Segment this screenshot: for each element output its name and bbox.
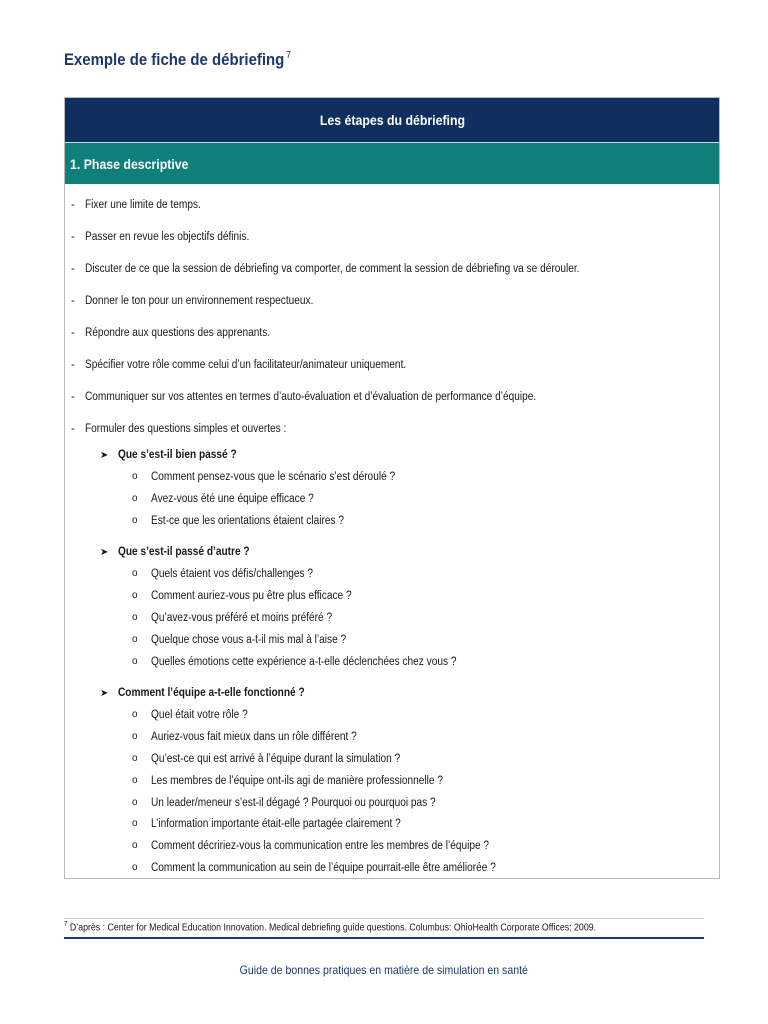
circle-bullet-icon: o [132,709,138,721]
page-title [64,50,291,70]
question-item [65,709,719,731]
question-item [65,731,719,753]
list-item-text: Fixer une limite de temps. [85,199,201,211]
page-footer [0,963,768,977]
list-item [65,391,719,423]
circle-bullet-icon: o [132,731,138,743]
list-item [65,423,719,449]
question-item-text: L’information importante était-elle partagée clairement ? [151,818,401,831]
circle-bullet-icon: o [132,840,138,852]
section-header [65,143,719,184]
table-header-text: Les étapes du débriefing [319,112,465,128]
question-item-text: Quel était votre rôle ? [151,709,248,722]
question-item-text: Qu’avez-vous préféré et moins préféré ? [151,611,333,624]
question-group-heading-text: Que s’est-il bien passé ? [118,449,237,461]
question-item-text: Comment la communication au sein de l’équipe pourrait-elle être améliorée ? [151,861,496,874]
question-item [65,612,719,634]
circle-bullet-icon: o [132,568,138,580]
circle-bullet-icon: o [132,655,138,667]
question-item-text: Qu’est-ce qui est arrivé à l’équipe durant la simulation ? [151,752,401,765]
list-item [65,327,719,359]
question-item-text: Comment auriez-vous pu être plus efficace ? [151,590,352,603]
dash-bullet: - [71,199,75,211]
dash-bullet: - [71,295,75,307]
group-spacer [65,536,719,546]
list-item-text: Communiquer sur vos attentes en termes d’auto-évaluation et d’évaluation de performance d’équipe. [85,391,537,403]
question-group-heading [65,546,719,568]
question-group-heading-text: Que s’est-il passé d’autre ? [118,546,250,559]
question-item-text: Comment décririez-vous la communication entre les membres de l’équipe ? [151,840,490,853]
footer-divider [64,937,704,939]
arrow-bullet-icon: ➤ [100,450,109,461]
question-item [65,568,719,590]
section-header-text: 1. Phase descriptive [70,155,189,172]
circle-bullet-icon: o [132,471,138,482]
title-footnote-marker: 7 [286,50,291,62]
question-item-text: Auriez-vous fait mieux dans un rôle différent ? [151,731,357,744]
arrow-bullet-icon: ➤ [100,547,109,559]
list-item [65,199,719,231]
question-item-text: Comment pensez-vous que le scénario s’est déroulé ? [151,471,396,483]
dash-bullet: - [71,327,75,339]
question-item [65,656,719,678]
debriefing-table [64,97,720,879]
question-group [65,546,719,677]
circle-bullet-icon: o [132,492,138,504]
question-item [65,862,719,884]
footnote-text: D’après : Center for Medical Education Innovation. Medical debriefing guide questions. Columbus: OhioHealth Corporate Offices; 2009. [67,922,597,934]
dash-bullet: - [71,263,75,275]
table-header [65,98,719,143]
footnote-divider [64,918,704,919]
dash-bullet: - [71,391,75,403]
question-item-text: Quelles émotions cette expérience a-t-elle déclenchées chez vous ? [151,655,457,668]
question-group-heading [65,687,719,709]
question-item [65,753,719,775]
circle-bullet-icon: o [132,590,138,602]
circle-bullet-icon: o [132,611,138,623]
table-content [65,184,719,884]
list-item [65,295,719,327]
dash-bullet: - [71,231,75,243]
circle-bullet-icon: o [132,861,138,873]
page-footer-text: Guide de bonnes pratiques en matière de simulation en santé [239,963,529,977]
question-item-text: Les membres de l’équipe ont-ils agi de manière professionnelle ? [151,774,443,787]
list-item-text: Répondre aux questions des apprenants. [85,327,271,339]
circle-bullet-icon: o [132,818,138,830]
question-item-text: Un leader/meneur s’est-il dégagé ? Pourquoi ou pourquoi pas ? [151,796,436,809]
dash-bullet: - [71,359,75,371]
list-item [65,263,719,295]
dash-bullet: - [71,423,75,435]
question-item-text: Quels étaient vos défis/challenges ? [151,568,314,581]
footnote-marker: 7 [64,921,68,928]
question-group-heading [65,449,719,471]
footnote [64,921,596,933]
question-group [65,687,719,883]
circle-bullet-icon: o [132,774,138,786]
page-title-text: Exemple de fiche de débriefing [64,50,285,69]
question-item-text: Quelque chose vous a-t-il mis mal à l’aise ? [151,633,347,646]
question-group [65,449,719,536]
list-item-text: Passer en revue les objectifs définis. [85,231,250,243]
circle-bullet-icon: o [132,796,138,808]
question-item [65,840,719,862]
question-item [65,493,719,515]
arrow-bullet-icon: ➤ [100,688,109,700]
list-item-text: Spécifier votre rôle comme celui d’un facilitateur/animateur uniquement. [85,359,407,371]
group-spacer [65,677,719,687]
question-group-heading-text: Comment l’équipe a-t-elle fonctionné ? [118,687,305,700]
question-item [65,775,719,797]
question-item [65,471,719,493]
question-item-text: Avez-vous été une équipe efficace ? [151,492,314,505]
list-item-text: Formuler des questions simples et ouvertes : [85,423,287,435]
circle-bullet-icon: o [132,514,138,526]
list-item-text: Donner le ton pour un environnement respectueux. [85,295,314,307]
question-item [65,515,719,537]
question-item-text: Est-ce que les orientations étaient claires ? [151,514,344,527]
list-item [65,359,719,391]
circle-bullet-icon: o [132,752,138,764]
question-item [65,590,719,612]
circle-bullet-icon: o [132,633,138,645]
question-item [65,818,719,840]
question-item [65,634,719,656]
list-item [65,231,719,263]
list-item-text: Discuter de ce que la session de débriefing va comporter, de comment la session de débriefing va se dérouler. [85,263,580,275]
question-item [65,797,719,819]
